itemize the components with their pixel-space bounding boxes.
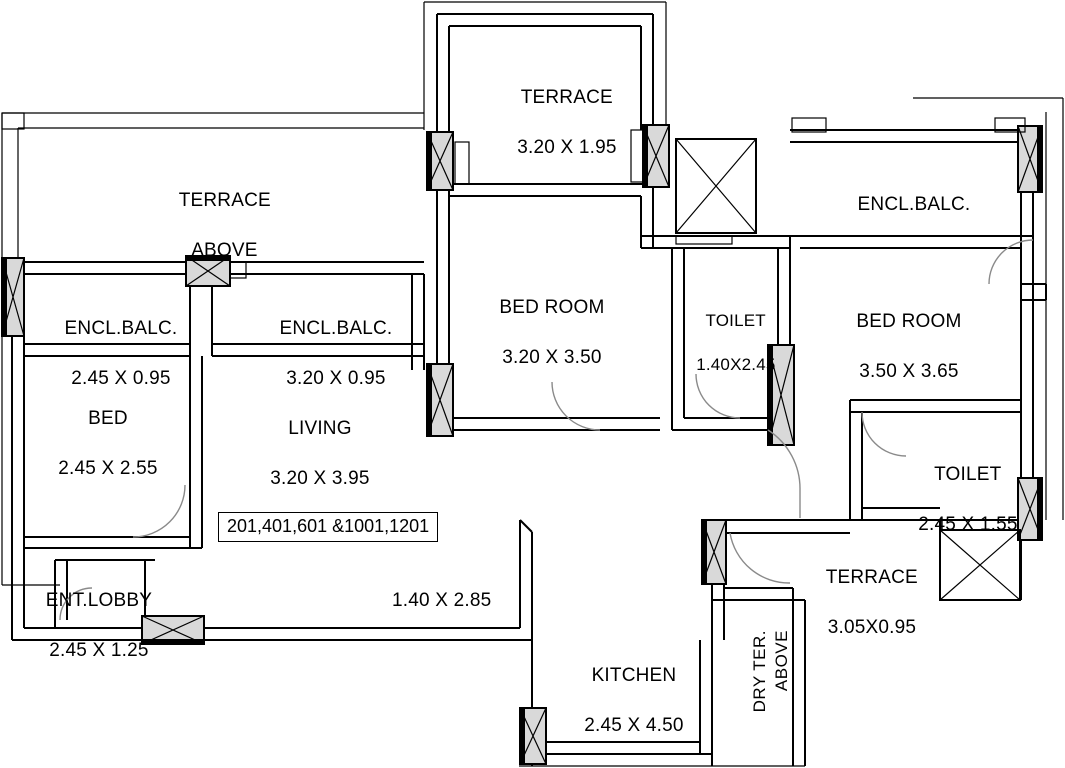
room-dims: 1.40X2.45	[696, 355, 776, 374]
room-name: BED ROOM	[856, 311, 962, 332]
room-name: TOILET	[934, 464, 1002, 485]
room-name: BED	[88, 408, 128, 429]
room-label-bed-room-mid	[478, 270, 605, 395]
room-name: TERRACE	[178, 190, 271, 211]
room-label-bed-left	[36, 381, 157, 506]
room-name: LIVING	[288, 418, 352, 439]
room-name: ENT.LOBBY	[45, 590, 153, 611]
room-name: TERRACE	[825, 567, 918, 588]
label-dry-terrace-above-2	[752, 630, 812, 712]
dry-ter-line2: ABOVE	[772, 630, 791, 692]
room-name: TERRACE	[520, 87, 613, 108]
room-dims: 2.45 X 4.50	[584, 715, 684, 736]
dry-ter-line1: DRY TER.	[750, 630, 769, 713]
room-name: ENCL.BALC.	[857, 194, 971, 215]
room-label-toilet-mid	[676, 288, 775, 398]
room-label-living	[248, 391, 369, 516]
room-dims: 2.45 X 2.55	[58, 458, 158, 479]
room-dims: 3.20 X 3.95	[270, 468, 370, 489]
room-label-ent-lobby	[24, 563, 152, 688]
unit-number-box: 201,401,601 &1001,1201	[218, 512, 438, 542]
room-dims: 3.50 X 3.65	[859, 361, 959, 382]
room-dims: 2.45 X 1.55	[918, 514, 1018, 535]
room-dims: ABOVE	[191, 240, 258, 261]
room-name: BED ROOM	[499, 297, 605, 318]
room-dims: 3.20 X 0.95	[286, 368, 386, 389]
room-label-terrace-right	[804, 540, 918, 665]
room-label-bed-room-right	[835, 284, 962, 409]
room-dims: 3.20 X 3.50	[502, 347, 602, 368]
room-name: ENCL.BALC.	[279, 318, 393, 339]
room-dims: 2.45 X 1.25	[49, 640, 149, 661]
room-dims: 3.20 X 1.95	[517, 137, 617, 158]
room-label-encl-balc-right	[836, 167, 971, 242]
room-dims: 3.05X0.95	[827, 617, 917, 638]
room-name: ENCL.BALC.	[64, 318, 178, 339]
room-label-terrace-above	[157, 163, 271, 288]
dimension-passage: 1.40 X 2.85	[392, 590, 492, 611]
room-name: KITCHEN	[591, 665, 677, 686]
room-label-kitchen	[562, 638, 683, 763]
room-dims: 2.45 X 0.95	[71, 368, 171, 389]
room-name: TOILET	[705, 311, 766, 330]
room-label-terrace-top	[495, 60, 616, 185]
